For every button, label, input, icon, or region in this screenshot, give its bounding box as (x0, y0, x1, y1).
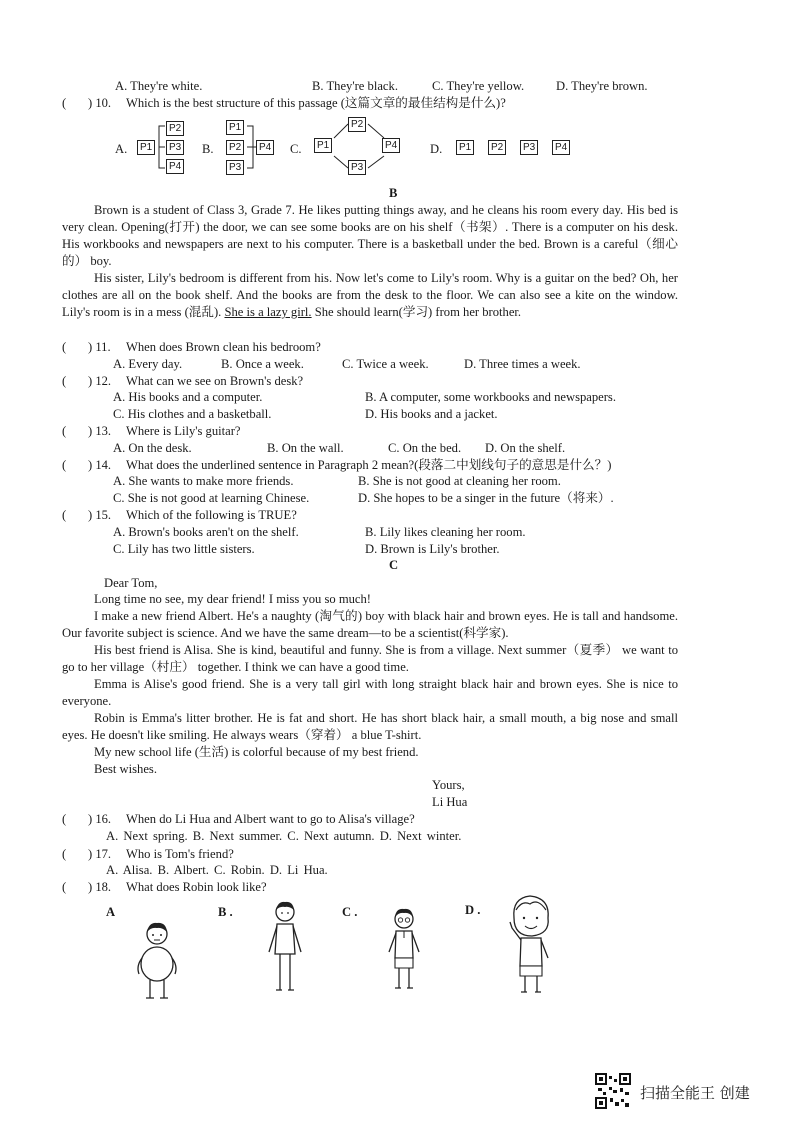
q10-letter-a: A. (115, 142, 128, 156)
q13-option-a: A. On the desk. (113, 441, 192, 455)
q18-letter-d: D . (465, 903, 481, 917)
q11-stem: When does Brown clean his bedroom? (126, 340, 321, 354)
section-b-paragraph-1: Brown is a student of Class 3, Grade 7. He likes putting things away, and he cleans his room every day. His bed is very clean. Opening(打开) the door, we can see some books are on his shelf（书架）. There is a computer on his desk. His workbooks and newspapers are next to his computer. There is a basketball under the bed. Brown is a careful（细心的） boy. (62, 203, 678, 268)
q12-option-d: D. His books and a jacket. (365, 407, 498, 421)
q12-stem: What can we see on Brown's desk? (126, 374, 304, 388)
q12-option-c: C. His clothes and a basketball. (113, 407, 272, 421)
letter-paragraph-school-life: My new school life (生活) is colorful because of my best friend. (94, 745, 419, 759)
section-b-passage (62, 202, 678, 321)
q16-number: ) 16. (88, 812, 112, 826)
q11-option-c: C. Twice a week. (342, 357, 429, 371)
q18-stem: What does Robin look like? (126, 880, 267, 894)
letter-yours: Yours, (432, 778, 465, 792)
q15-paren: ( (62, 508, 67, 522)
q16-paren: ( (62, 812, 67, 826)
q10-c-box-p3: P3 (348, 160, 366, 175)
q10-c-box-p2: P2 (348, 117, 366, 132)
q18-number: ) 18. (88, 880, 112, 894)
letter-salutation: Dear Tom, (104, 576, 158, 590)
q10-a-box-p3: P3 (166, 140, 184, 155)
paragraph-2-end: She should learn(学习) from her brother. (311, 305, 522, 319)
q11-option-b: B. Once a week. (221, 357, 304, 371)
q14-option-d: D. She hopes to be a singer in the future（将来）. (358, 491, 614, 505)
q17-number: ) 17. (88, 847, 112, 861)
q13-number: ) 13. (88, 424, 112, 438)
q15-option-b: B. Lily likes cleaning her room. (365, 525, 526, 539)
letter-closing: Best wishes. (94, 762, 157, 776)
section-c-letter (62, 591, 678, 778)
q18-figure-b-tall-boy (265, 900, 305, 996)
q10-c-box-p1: P1 (314, 138, 332, 153)
q15-number: ) 15. (88, 508, 112, 522)
q14-option-a: A. She wants to make more friends. (113, 474, 294, 488)
q14-number: ) 14. (88, 458, 112, 472)
q13-stem: Where is Lily's guitar? (126, 424, 241, 438)
q10-c-lines (314, 114, 404, 180)
q16-options: A. Next spring. B. Next summer. C. Next autumn. D. Next winter. (106, 829, 462, 843)
q18-paren: ( (62, 880, 67, 894)
q18-figure-d-smiling-boy (506, 892, 556, 998)
q10-a-box-p2: P2 (166, 121, 184, 136)
q15-option-d: D. Brown is Lily's brother. (365, 542, 500, 556)
underlined-sentence: She is a lazy girl. (224, 305, 312, 319)
letter-line-1: Long time no see, my dear friend! I miss you so much! (94, 592, 372, 606)
section-b-heading: B (389, 186, 398, 200)
q18-letter-b: B . (218, 905, 233, 919)
q15-option-c: C. Lily has two little sisters. (113, 542, 255, 556)
q10-b-box-p3: P3 (226, 160, 244, 175)
q10-paren: ( (62, 96, 67, 110)
q13-option-d: D. On the shelf. (485, 441, 566, 455)
q12-paren: ( (62, 374, 67, 388)
q11-option-a: A. Every day. (113, 357, 183, 371)
letter-signature: Li Hua (432, 795, 468, 809)
watermark-text: 扫描全能王 创建 (640, 1084, 750, 1102)
q10-letter-d: D. (430, 142, 443, 156)
q11-option-d: D. Three times a week. (464, 357, 581, 371)
q13-option-b: B. On the wall. (267, 441, 344, 455)
q14-option-b: B. She is not good at cleaning her room. (358, 474, 561, 488)
q9-option-b: B. They're black. (312, 79, 398, 93)
q10-number: ) 10. (88, 96, 112, 110)
q9-option-c: C. They're yellow. (432, 79, 525, 93)
q17-stem: Who is Tom's friend? (126, 847, 234, 861)
letter-paragraph-emma: Emma is Alise's good friend. She is a very tall girl with long straight black hair and brown eyes. She is nice to everyone. (62, 677, 678, 708)
q13-paren: ( (62, 424, 67, 438)
q10-stem: Which is the best structure of this passage (这篇文章的最佳结构是什么)? (126, 96, 506, 110)
q9-option-a: A. They're white. (115, 79, 203, 93)
q18-figure-a-fat-boy (132, 920, 182, 1002)
q10-b-box-p2: P2 (226, 140, 244, 155)
q10-a-box-p4: P4 (166, 159, 184, 174)
q14-option-c: C. She is not good at learning Chinese. (113, 491, 310, 505)
letter-paragraph-albert: I make a new friend Albert. He's a naughty (淘气的) boy with black hair and brown eyes. He is tall and handsome. Our favorite subject is science. And we have the same dream—to be a scientist(科学家). (62, 609, 678, 640)
q13-option-c: C. On the bed. (388, 441, 462, 455)
qr-code-icon (596, 1074, 630, 1108)
q10-c-box-p4: P4 (382, 138, 400, 153)
q15-stem: Which of the following is TRUE? (126, 508, 297, 522)
q10-a-box-p1: P1 (137, 140, 155, 155)
q9-option-d: D. They're brown. (556, 79, 648, 93)
q10-d-box-p2: P2 (488, 140, 506, 155)
letter-paragraph-robin: Robin is Emma's litter brother. He is fat and short. He has short black hair, a small mouth, a big nose and small eyes. He doesn't like smiling. He always wears（穿着） a blue T-shirt. (62, 711, 678, 742)
q12-option-a: A. His books and a computer. (113, 390, 263, 404)
q12-option-b: B. A computer, some workbooks and newspapers. (365, 390, 616, 404)
q10-d-box-p4: P4 (552, 140, 570, 155)
section-b-paragraph-2 (62, 270, 678, 321)
q10-d-box-p1: P1 (456, 140, 474, 155)
q17-options: A. Alisa. B. Albert. C. Robin. D. Li Hua. (106, 863, 328, 877)
paragraph-2-text: His sister, Lily's bedroom is different from his. Now let's come to Lily's room. Why is a guitar on the bed? Oh, her clothes are all on the book shelf. And the books are from the desk to the floor. We can also see a kite on the window. Lily's room is in a mess (混乱). (62, 271, 678, 319)
q12-number: ) 12. (88, 374, 112, 388)
q10-letter-b: B. (202, 142, 214, 156)
q10-b-box-p1: P1 (226, 120, 244, 135)
q10-b-box-p4: P4 (256, 140, 274, 155)
letter-paragraph-alisa: His best friend is Alisa. She is kind, beautiful and funny. She is from a village. Next summer（夏季） we want to go to her village（村庄） together. I think we can have a good time. (62, 643, 678, 674)
q11-number: ) 11. (88, 340, 111, 354)
q16-stem: When do Li Hua and Albert want to go to Alisa's village? (126, 812, 415, 826)
q18-letter-c: C . (342, 905, 358, 919)
q15-option-a: A. Brown's books aren't on the shelf. (113, 525, 299, 539)
q11-paren: ( (62, 340, 67, 354)
q10-letter-c: C. (290, 142, 302, 156)
q18-figure-c-boy (384, 906, 424, 994)
q18-letter-a: A (106, 905, 116, 919)
q17-paren: ( (62, 847, 67, 861)
q14-stem: What does the underlined sentence in Paragraph 2 mean?(段落二中划线句子的意思是什么？) (126, 458, 612, 472)
q10-d-box-p3: P3 (520, 140, 538, 155)
q14-paren: ( (62, 458, 67, 472)
section-c-heading: C (389, 558, 399, 572)
